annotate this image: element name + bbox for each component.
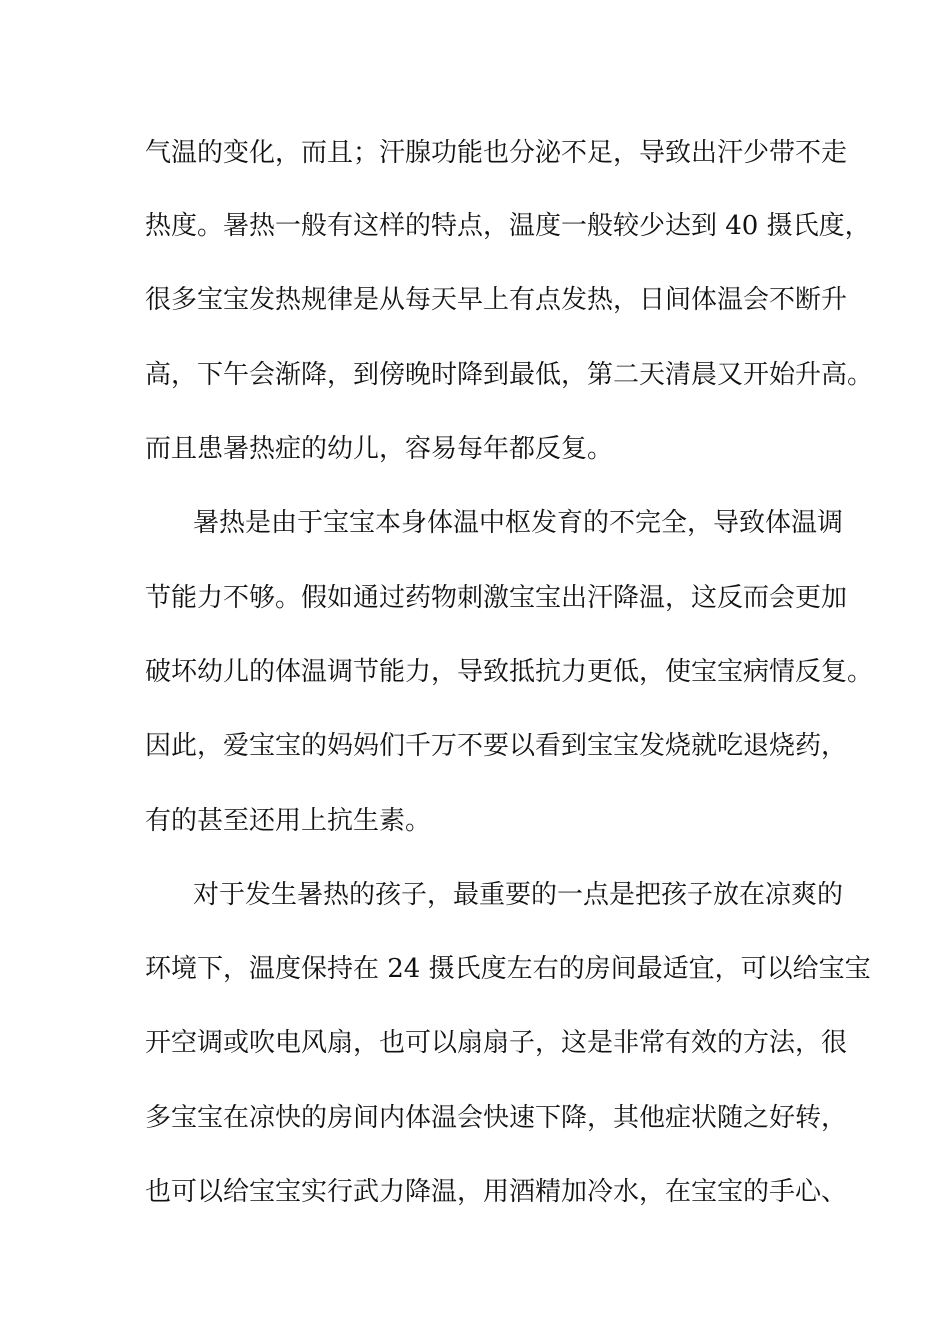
text-line-4: 高，下午会渐降，到傍晚时降到最低，第二天清晨又开始升高。	[145, 360, 874, 390]
text-line-12: 环境下，温度保持在 24 摄氏度左右的房间最适宜，可以给宝宝	[145, 954, 871, 984]
text-line-6: 暑热是由于宝宝本身体温中枢发育的不完全，导致体温调	[193, 508, 844, 538]
text-line-15: 也可以给宝宝实行武力降温，用酒精加冷水，在宝宝的手心、	[145, 1177, 848, 1207]
text-line-14: 多宝宝在凉快的房间内体温会快速下降，其他症状随之好转，	[145, 1103, 848, 1133]
text-line-1: 气温的变化，而且；汗腺功能也分泌不足，导致出汗少带不走	[145, 138, 848, 168]
text-line-3: 很多宝宝发热规律是从每天早上有点发热，日间体温会不断升	[145, 285, 848, 315]
text-line-9: 因此，爱宝宝的妈妈们千万不要以看到宝宝发烧就吃退烧药，	[145, 731, 848, 761]
text-line-2: 热度。暑热一般有这样的特点，温度一般较少达到 40 摄氏度，	[145, 211, 871, 241]
text-line-11: 对于发生暑热的孩子，最重要的一点是把孩子放在凉爽的	[193, 880, 844, 910]
text-line-13: 开空调或吹电风扇，也可以扇扇子，这是非常有效的方法，很	[145, 1028, 848, 1058]
text-line-5: 而且患暑热症的幼儿，容易每年都反复。	[145, 434, 614, 464]
text-line-7: 节能力不够。假如通过药物刺激宝宝出汗降温，这反而会更加	[145, 583, 848, 613]
text-line-10: 有的甚至还用上抗生素。	[145, 806, 432, 836]
text-line-8: 破坏幼儿的体温调节能力，导致抵抗力更低，使宝宝病情反复。	[145, 657, 874, 687]
